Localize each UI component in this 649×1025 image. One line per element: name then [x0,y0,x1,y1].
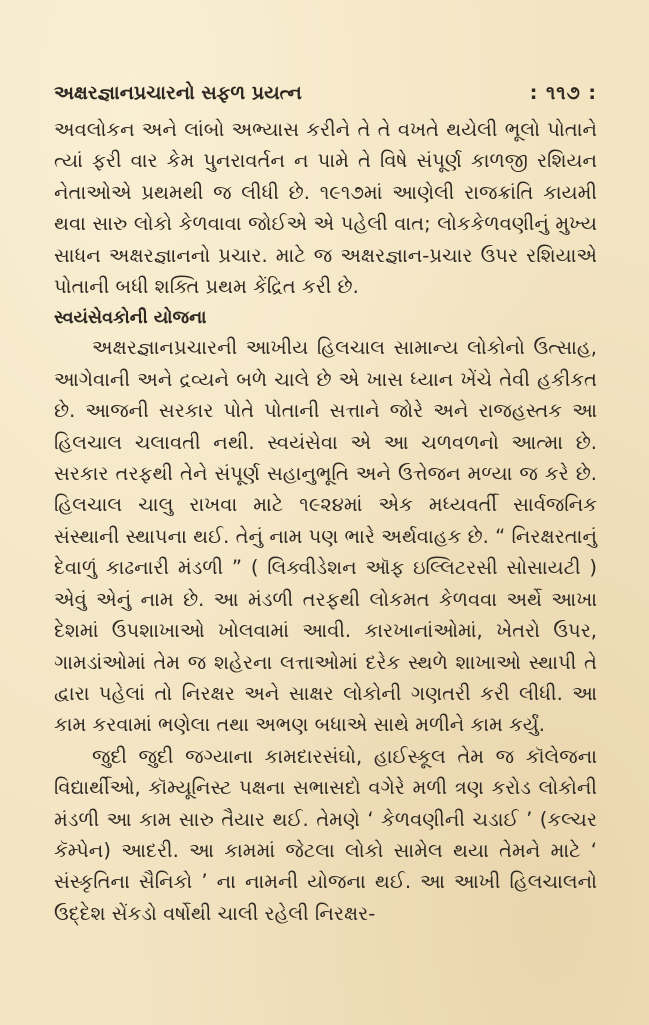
running-header [54,82,597,112]
paragraph-3: જુદી જુદી જગ્યાના કામદારસંઘો, હાઈસ્કૂલ તેમ જ કૉલેજના વિદ્યાર્થીઓ, કૉમ્યૂનિસ્ટ પક્ષના સભાસદો વગેરે મળી ત્રણ કરોડ લોકોની મંડળી આ કામ સારુ તૈયાર થઈ. તેમણે ‘ કેળવણીની ચડાઈ ’ (કલ્ચર કૅમ્પેન) આદરી. આ કામમાં જેટલા લોકો સામેલ થયા તેમને માટે ‘ સંસ્કૃતિના સૈનિકો ’ ના નામની યોજના થઈ. આ આખી હિલચાલનો ઉદ્દેશ સેંકડો વર્ષોથી ચાલી રહેલી નિરક્ષર- [54,744,597,925]
page-number: : ૧૧૭ : [529,82,597,104]
paragraph-2: અક્ષરજ્ઞાનપ્રચારની આખીય હિલચાલ સામાન્ય લોકોનો ઉત્સાહ, આગેવાની અને દ્રવ્યને બળે ચાલે છે એ ખાસ ધ્યાન ખેંચે તેવી હકીકત છે. આજની સરકાર પોતે પોતાની સત્તાને જોરે અને રાજહસ્તક આ હિલચાલ ચલાવતી નથી. સ્વયંસેવા એ આ ચળવળનો આત્મા છે. સરકાર તરફથી તેને સંપૂર્ણ સહાનુભૂતિ અને ઉત્તેજન મળ્યા જ કરે છે. હિલચાલ ચાલુ રાખવા માટે ૧૯૨૪માં એક મધ્યવર્તી સાર્વજનિક સંસ્થાની સ્થાપના થઈ. તેનું નામ પણ ભારે અર્થવાહક છે. “ નિરક્ષરતાનું દેવાળું કાઢનારી મંડળી ” ( લિક્વીડેશન ઑફ ઇલ્લિટરસી સોસાયટી ) એવું એનું નામ છે. આ મંડળી તરફથી લોકમત કેળવવા અર્થે આખા દેશમાં ઉપશાખાઓ ખોલવામાં આવી. કારખાનાંઓમાં, ખેતરો ઉપર, ગામડાંઓમાં તેમ જ શહેરના લત્તાઓમાં દરેક સ્થળે શાખાઓ સ્થાપી તે દ્વારા પહેલાં તો નિરક્ષર અને સાક્ષર લોકોની ગણતરી કરી લીધી. આ કામ કરવામાં ભણેલા તથા અભણ બધાએ સાથે મળીને કામ કર્યું. [54,336,597,737]
running-title: અક્ષરજ્ઞાનપ્રચારનો સફળ પ્રયત્ન [54,82,302,104]
paragraph-1: અવલોકન અને લાંબો અભ્યાસ કરીને તે તે વખતે થયેલી ભૂલો પોતાને ત્યાં ફરી વાર કેમ પુનરાવર્તન ન પામે તે વિષે સંપૂર્ણ કાળજી રશિયન નેતાઓએ પ્રથમથી જ લીધી છે. ૧૯૧૭માં આણેલી રાજક્રાંતિ કાયમી થવા સારુ લોકો કેળવાવા જોઈએ એ પહેલી વાત; લોકકેળવણીનું મુખ્ય સાધન અક્ષરજ્ઞાનનો પ્રચાર. માટે જ અક્ષરજ્ઞાન-પ્રચાર ઉપર રશિયાએ પોતાની બધી શક્તિ પ્રથમ કેંદ્રિત કરી છે. [54,118,597,299]
section-heading: સ્વયંસેવકોની યોજના [54,308,207,329]
